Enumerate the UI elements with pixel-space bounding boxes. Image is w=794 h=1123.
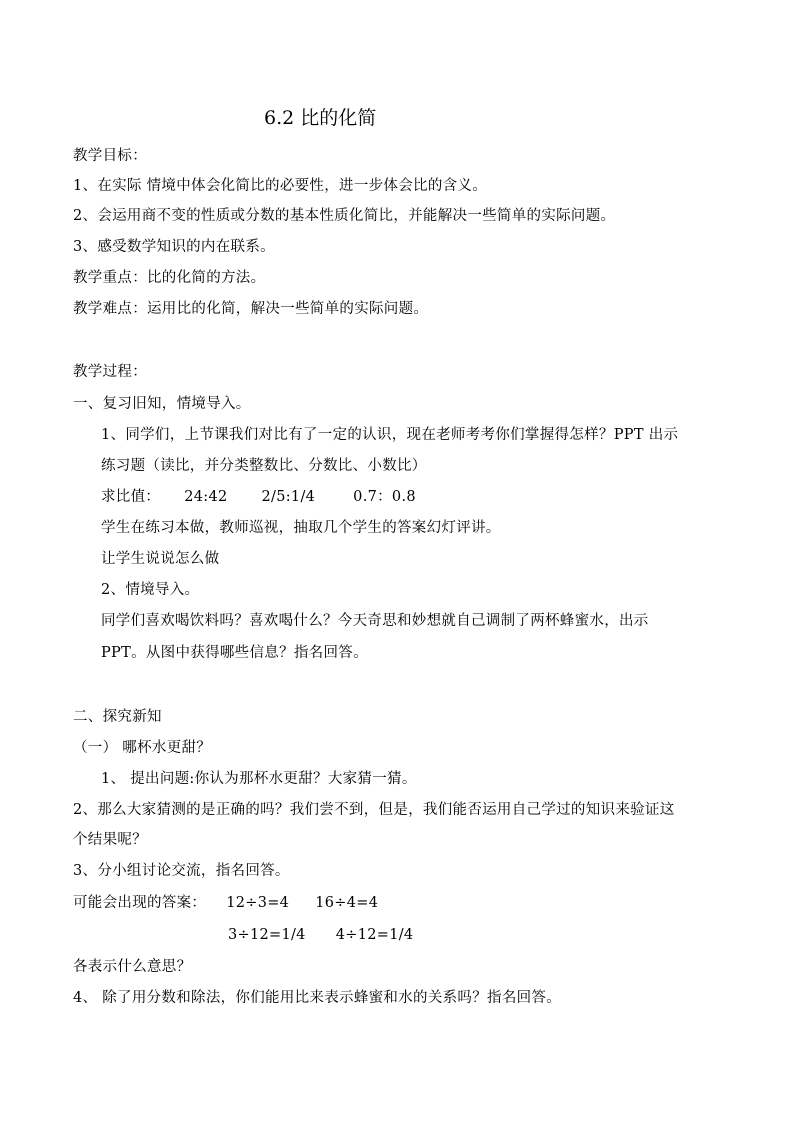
explain-note: 让学生说说怎么做: [101, 551, 220, 567]
document-title: 6.2 比的化简: [264, 107, 377, 129]
ratio-b: 2/5:1/4: [261, 489, 316, 505]
section1-item1-line1: 1、同学们，上节课我们对比有了一定的认识，现在老师考考你们掌握得怎样？PPT 出示: [101, 427, 679, 443]
question-4: 4、 除了用分数和除法，你们能用比来表示蜂蜜和水的关系吗？指名回答。: [73, 990, 562, 1006]
scene-line2: PPT。从图中获得哪些信息？指名回答。: [101, 645, 368, 661]
practice-note: 学生在练习本做，教师巡视，抽取几个学生的答案幻灯评讲。: [101, 520, 501, 536]
ratio-exercise-row: [101, 487, 416, 507]
difficulty: 教学难点：运用比的化简，解决一些简单的实际问题。: [73, 301, 429, 317]
answer-3: 3÷12=1/4: [228, 927, 306, 943]
question-3: 3、分小组讨论交流，指名回答。: [73, 863, 290, 879]
goal-item-3: 3、感受数学知识的内在联系。: [73, 239, 275, 255]
goal-item-2: 2、会运用商不变的性质或分数的基本性质化简比，并能解决一些简单的实际问题。: [73, 208, 616, 224]
meaning-question: 各表示什么意思？: [73, 959, 192, 975]
ratio-c: 0.7：0.8: [353, 489, 416, 505]
scene-line1: 同学们喜欢喝饮料吗？喜欢喝什么？今天奇思和妙想就自己调制了两杯蜂蜜水，出示: [101, 613, 649, 629]
section2-heading: 二、探究新知: [73, 709, 162, 725]
section1-item2: 2、情境导入。: [101, 582, 200, 598]
ratio-label: 求比值：: [101, 489, 161, 505]
answer-2: 16÷4=4: [315, 895, 379, 911]
answer-4: 4÷12=1/4: [335, 927, 414, 943]
answer-1: 12÷3=4: [226, 895, 290, 911]
section2-sub1: （一） 哪杯水更甜？: [73, 740, 212, 756]
question-2-line1: 2、那么大家猜测的是正确的吗？我们尝不到，但是，我们能否运用自己学过的知识来验证这: [73, 802, 675, 818]
ratio-a: 24:42: [184, 489, 228, 505]
question-2-line2: 个结果呢？: [73, 832, 147, 848]
section1-item1-line2: 练习题（读比，并分类整数比、分数比、小数比）: [101, 458, 427, 474]
goal-item-1: 1、在实际 情境中体会化简比的必要性，进一步体会比的含义。: [73, 178, 488, 194]
process-heading: 教学过程：: [73, 364, 147, 380]
key-point: 教学重点：比的化简的方法。: [73, 270, 266, 286]
section1-heading: 一、复习旧知，情境导入。: [73, 396, 251, 412]
answers-row-1: [73, 893, 378, 913]
question-1: 1、 提出问题:你认为那杯水更甜？大家猜一猜。: [101, 771, 417, 787]
answers-label: 可能会出现的答案：: [73, 895, 207, 911]
goals-heading: 教学目标：: [73, 148, 147, 164]
answers-row-2: [228, 925, 413, 945]
